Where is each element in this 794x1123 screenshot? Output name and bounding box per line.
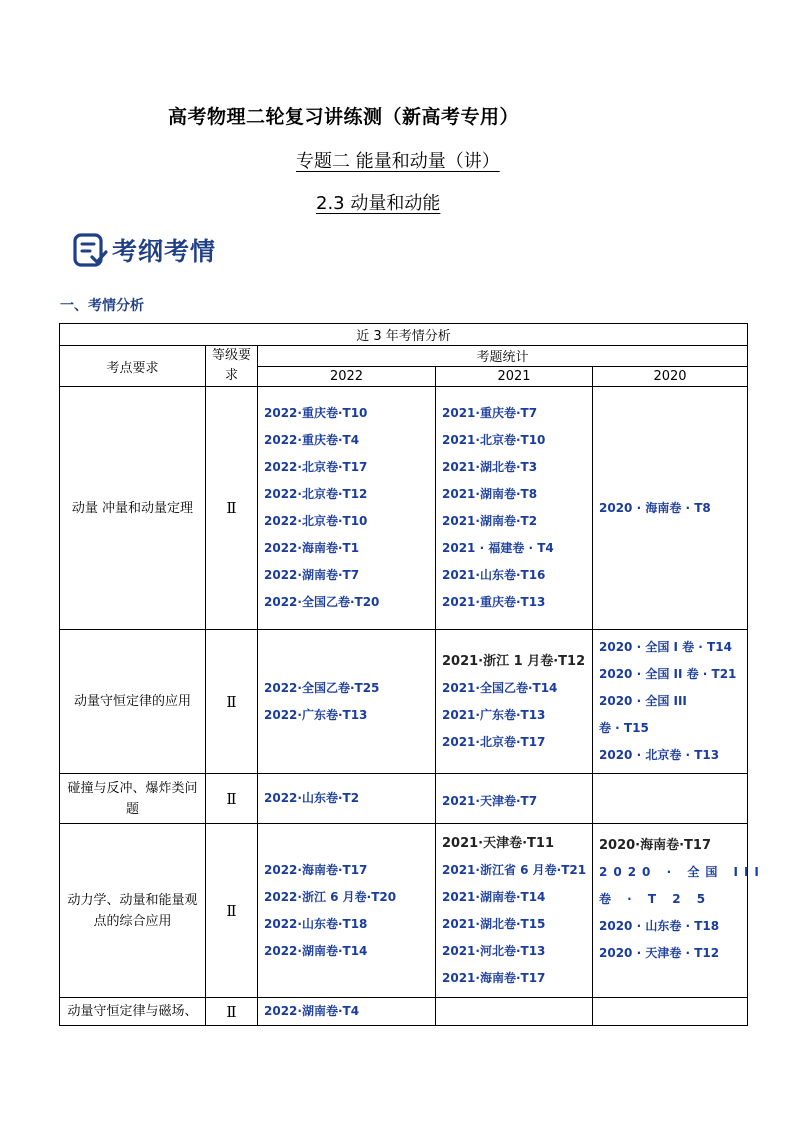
exam-item: 2022·湖南卷·T4 (264, 1004, 360, 1018)
cell-2020 (593, 630, 748, 774)
exam-item: 2020·海南卷·T17 (599, 838, 712, 853)
document-title: 高考物理二轮复习讲练测（新高考专用） (168, 106, 520, 128)
cell-2021 (436, 998, 593, 1026)
cell-2021 (436, 824, 593, 998)
header-level: 等级要求 (206, 346, 258, 387)
exam-item: 2020 · 天津卷 · T12 (599, 946, 720, 960)
header-year-2022: 2022 (258, 366, 436, 387)
section-title: 2.3 动量和动能 (316, 193, 441, 214)
table-row (60, 630, 748, 774)
exam-item: 2022·北京卷·T10 (264, 514, 368, 528)
exam-item: 2020 · 北京卷 · T13 (599, 748, 720, 762)
row-level: Ⅱ (206, 630, 258, 774)
outline-banner (72, 232, 216, 268)
exam-item: 2021·湖南卷·T8 (442, 487, 538, 501)
exam-item: 2022·山东卷·T18 (264, 916, 368, 931)
section-heading: 一、考情分析 (60, 298, 144, 314)
exam-item: 2022·浙江 6 月卷·T20 (264, 889, 397, 904)
exam-item: 2020 · 全国 III (599, 865, 765, 879)
exam-item: 2022·湖南卷·T14 (264, 943, 368, 958)
cell-2022 (258, 630, 436, 774)
header-year-2021: 2021 (436, 366, 593, 387)
exam-item: 2021·湖北卷·T15 (442, 916, 546, 931)
row-point: 动量守恒定律与磁场、 (60, 998, 206, 1026)
exam-item: 2020 · 山东卷 · T18 (599, 919, 720, 933)
exam-item: 2021·天津卷·T7 (442, 794, 538, 808)
exam-item: 2022·海南卷·T17 (264, 862, 368, 877)
row-point: 动量 冲量和动量定理 (60, 387, 206, 630)
exam-item: 2022·湖南卷·T7 (264, 568, 360, 582)
exam-item: 2022·广东卷·T13 (264, 707, 368, 722)
table-row (60, 774, 748, 824)
exam-item: 2022·山东卷·T2 (264, 791, 360, 805)
topic-title: 专题二 能量和动量（讲） (296, 151, 500, 172)
exam-item: 2022·北京卷·T17 (264, 460, 368, 474)
exam-item: 2020 · 全国 III (599, 694, 687, 708)
cell-2021 (436, 387, 593, 630)
exam-item: 2020 · 海南卷 · T8 (599, 500, 711, 515)
cell-2022 (258, 774, 436, 824)
cell-2021 (436, 630, 593, 774)
exam-item: 2021·重庆卷·T7 (442, 406, 538, 420)
exam-item: 2020 · 全国 II 卷 · T21 (599, 667, 737, 681)
table-header-row (60, 346, 748, 367)
exam-item: 2022·全国乙卷·T25 (264, 680, 380, 695)
exam-item: 2022·重庆卷·T4 (264, 433, 360, 447)
banner-label: 考纲考情 (112, 237, 217, 266)
exam-item: 2021·浙江省 6 月卷·T21 (442, 862, 587, 877)
table-row (60, 824, 748, 998)
exam-item: 2021·天津卷·T11 (442, 835, 555, 851)
table-caption: 近 3 年考情分析 (60, 324, 748, 346)
row-level: Ⅱ (206, 998, 258, 1026)
exam-item: 2021·湖南卷·T14 (442, 889, 546, 904)
cell-2022 (258, 998, 436, 1026)
exam-item: 卷 · T15 (599, 721, 649, 735)
row-level: Ⅱ (206, 824, 258, 998)
row-level: Ⅱ (206, 387, 258, 630)
cell-2020 (593, 998, 748, 1026)
exam-item: 2021·湖南卷·T2 (442, 514, 538, 528)
header-stats: 考题统计 (258, 346, 748, 367)
cell-2021 (436, 774, 593, 824)
row-point: 碰撞与反冲、爆炸类问题 (60, 774, 206, 824)
exam-analysis-table (59, 323, 765, 1026)
exam-item: 2021·重庆卷·T13 (442, 595, 546, 609)
exam-item: 2021·海南卷·T17 (442, 970, 546, 985)
header-point: 考点要求 (60, 346, 206, 387)
exam-item: 2021·北京卷·T17 (442, 734, 546, 749)
row-point: 动力学、动量和能量观点的综合应用 (60, 824, 206, 998)
table-row (60, 387, 748, 630)
document-check-icon (72, 232, 108, 268)
exam-item: 2022·北京卷·T12 (264, 487, 368, 501)
exam-item: 2021 · 福建卷 · T4 (442, 541, 554, 555)
cell-2020 (593, 774, 748, 824)
header-year-2020: 2020 (593, 366, 748, 387)
exam-item: 卷 · T 2 5 (599, 892, 712, 906)
exam-item: 2021·北京卷·T10 (442, 433, 546, 447)
exam-item: 2022·全国乙卷·T20 (264, 595, 380, 609)
cell-2020 (593, 824, 765, 998)
row-level: Ⅱ (206, 774, 258, 824)
cell-2020 (593, 387, 748, 630)
table-caption-row (60, 324, 748, 346)
exam-item: 2021·湖北卷·T3 (442, 460, 538, 474)
cell-2022 (258, 824, 436, 998)
exam-item: 2021·浙江 1 月卷·T12 (442, 653, 586, 669)
exam-item: 2022·重庆卷·T10 (264, 406, 368, 420)
row-point: 动量守恒定律的应用 (60, 630, 206, 774)
table-row (60, 998, 748, 1026)
exam-item: 2022·海南卷·T1 (264, 541, 360, 555)
exam-item: 2021·全国乙卷·T14 (442, 680, 558, 695)
exam-item: 2021·河北卷·T13 (442, 943, 546, 958)
exam-item: 2021·广东卷·T13 (442, 707, 546, 722)
cell-2022 (258, 387, 436, 630)
exam-item: 2020 · 全国 I 卷 · T14 (599, 640, 732, 654)
exam-item: 2021·山东卷·T16 (442, 568, 546, 582)
